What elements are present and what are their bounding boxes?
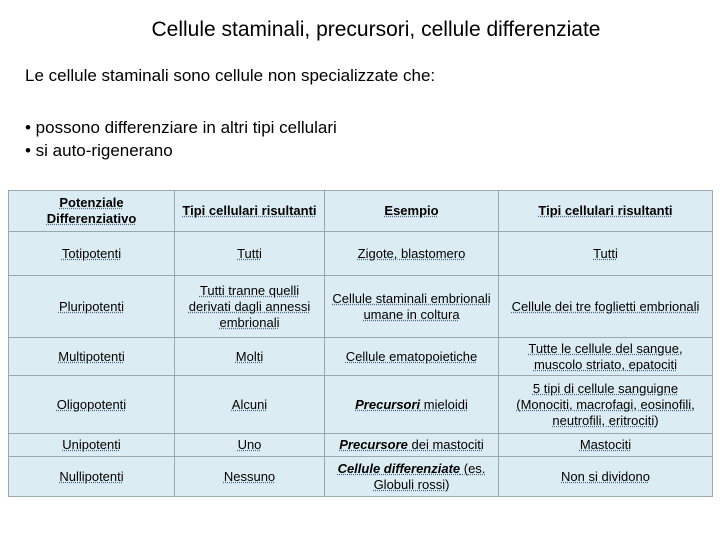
types-cell: Tutti [175,232,325,276]
table-row [9,457,713,497]
potential-cell: Unipotenti [9,434,175,457]
header-potential: Potenziale Differenziativo [9,191,175,232]
slide-title: Cellule staminali, precursori, cellule differenziate [151,18,601,41]
example-cell: Cellule differenziate (es. Globuli rossi) [325,457,499,497]
result-cell: Mastociti [499,434,713,457]
example-cell: Zigote, blastomero [325,232,499,276]
example-cell: Cellule ematopoietiche [325,338,499,376]
table-row [9,376,713,434]
table-header-row [9,191,713,232]
types-cell: Uno [175,434,325,457]
result-cell: Non si dividono [499,457,713,497]
header-cell-types: Tipi cellulari risultanti [175,191,325,232]
table-row [9,276,713,338]
types-cell: Nessuno [175,457,325,497]
example-cell: Cellule staminali embrionali umane in coltura [325,276,499,338]
types-cell: Alcuni [175,376,325,434]
potential-cell: Multipotenti [9,338,175,376]
result-cell: Cellule dei tre foglietti embrionali [499,276,713,338]
result-cell: 5 tipi di cellule sanguigne (Monociti, macrofagi, eosinofili, neutrofili, eritrociti) [499,376,713,434]
example-cell: Precursori mieloidi [325,376,499,434]
table-row [9,338,713,376]
potential-cell: Totipotenti [9,232,175,276]
result-cell: Tutte le cellule del sangue, muscolo striato, epatociti [499,338,713,376]
bullet-item: • possono differenziare in altri tipi cellulari [25,118,337,137]
types-cell: Molti [175,338,325,376]
potency-table [8,190,713,497]
intro-text: Le cellule staminali sono cellule non specializzate che: [25,66,436,85]
table-row [9,434,713,457]
potential-cell: Pluripotenti [9,276,175,338]
bullet-item: • si auto-rigenerano [25,141,173,160]
header-resulting-types: Tipi cellulari risultanti [499,191,713,232]
header-example: Esempio [325,191,499,232]
example-cell: Precursore dei mastociti [325,434,499,457]
potential-cell: Nullipotenti [9,457,175,497]
bullet-list [25,116,337,162]
potential-cell: Oligopotenti [9,376,175,434]
table-row [9,232,713,276]
types-cell: Tutti tranne quelli derivati dagli annessi embrionali [175,276,325,338]
result-cell: Tutti [499,232,713,276]
